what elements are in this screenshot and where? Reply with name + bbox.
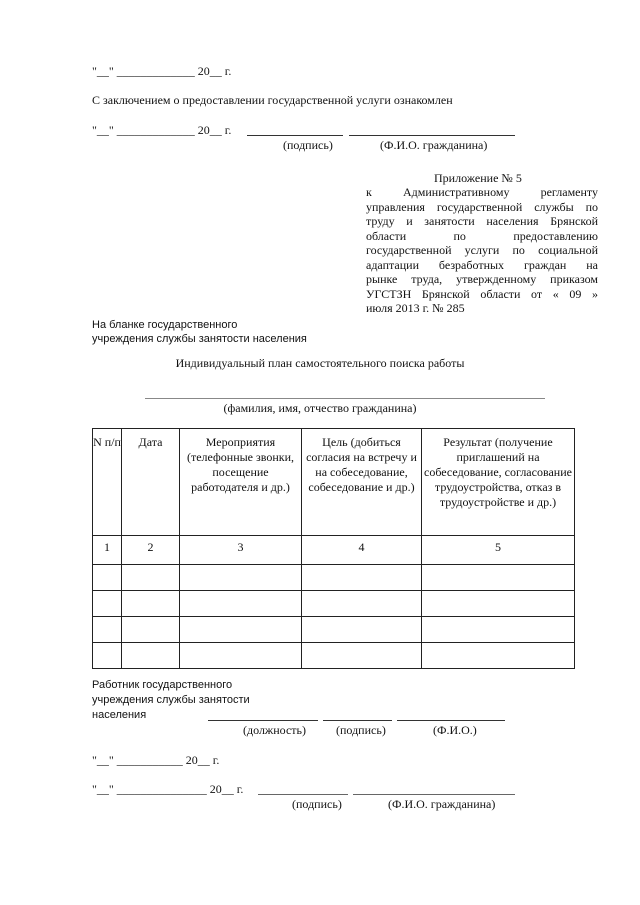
blank-note-line2: учреждения службы занятости населения <box>92 333 307 345</box>
fio-label: (Ф.И.О. гражданина) <box>388 797 496 811</box>
blank-note-line1: На бланке государственного <box>92 319 238 331</box>
worker-line1: Работник государственного <box>92 679 233 691</box>
header-cell-date: Дата <box>122 429 180 536</box>
fio-label: (Ф.И.О.) <box>433 723 477 737</box>
date-suffix: г. <box>236 782 244 796</box>
table-cell <box>422 617 575 643</box>
table-cell <box>122 591 180 617</box>
table-cell <box>122 565 180 591</box>
plan-table <box>92 428 575 669</box>
worker-line3: населения <box>92 709 147 721</box>
date-year: 20__ <box>197 64 222 78</box>
page-title: Индивидуальный план самостоятельного поиска работы <box>175 356 465 370</box>
date-year: 20__ <box>209 782 234 796</box>
number-cell: 4 <box>302 536 422 565</box>
table-row <box>93 643 575 669</box>
table-cell <box>422 565 575 591</box>
number-cell: 2 <box>122 536 180 565</box>
signature-line <box>258 794 348 795</box>
top-date-line <box>92 64 231 78</box>
date-month-blank: _____________ <box>116 64 195 78</box>
appendix-text <box>366 185 598 316</box>
sign-label: (подпись) <box>336 723 386 737</box>
position-line <box>208 720 318 721</box>
table-cell <box>180 565 302 591</box>
worker-line2: учреждения службы занятости <box>92 694 250 706</box>
table-cell <box>302 591 422 617</box>
date-day: "__" <box>92 782 114 796</box>
table-cell <box>422 591 575 617</box>
table-row <box>93 565 575 591</box>
date-month-blank: _____________ <box>116 123 195 137</box>
table-cell <box>122 643 180 669</box>
signature-line <box>247 135 343 136</box>
table-cell <box>93 617 122 643</box>
header-cell-number: N п/п <box>93 429 122 536</box>
number-cell: 5 <box>422 536 575 565</box>
sign-date-line <box>92 123 231 137</box>
number-cell: 1 <box>93 536 122 565</box>
appendix-line: области по предоставлению <box>366 228 598 243</box>
date-month-blank: _______________ <box>116 782 207 796</box>
appendix-line: адаптации безработных граждан на <box>366 257 598 272</box>
date-year: 20__ <box>197 123 222 137</box>
table-number-row <box>93 536 575 565</box>
acquaint-text: С заключением о предоставлении государственной услуги ознакомлен <box>92 93 453 107</box>
table-cell <box>422 643 575 669</box>
header-cell-goal: Цель (добиться согласия на встречу и на собеседование, собеседование и др.) <box>302 429 422 536</box>
sign-label: (подпись) <box>283 138 333 152</box>
signature-line <box>323 720 392 721</box>
table-header-row <box>93 429 575 536</box>
table-cell <box>180 591 302 617</box>
date-day: "__" <box>92 753 114 767</box>
table-cell <box>302 565 422 591</box>
fio-line <box>397 720 505 721</box>
date-day: "__" <box>92 64 114 78</box>
table-cell <box>93 643 122 669</box>
appendix-title: Приложение № 5 <box>434 171 522 185</box>
date-suffix: г. <box>212 753 220 767</box>
table-cell <box>180 617 302 643</box>
appendix-line: к Административному регламенту <box>366 185 598 199</box>
date-suffix: г. <box>224 123 232 137</box>
fio-caption: (фамилия, имя, отчество гражданина) <box>223 401 417 415</box>
number-cell: 3 <box>180 536 302 565</box>
fio-line <box>349 135 515 136</box>
table-cell <box>93 565 122 591</box>
date-month-blank: ___________ <box>116 753 183 767</box>
appendix-line: июля 2013 г. № 285 <box>366 301 465 315</box>
header-cell-activities: Мероприятия (телефонные звонки, посещение работодателя и др.) <box>180 429 302 536</box>
appendix-line: УГСТЗН Брянской области от « 09 » <box>366 286 598 301</box>
position-label: (должность) <box>243 723 306 737</box>
table-cell <box>302 643 422 669</box>
fio-line <box>353 794 515 795</box>
date-line-2 <box>92 753 219 767</box>
appendix-line: рынке труда, утвержденному приказом <box>366 272 598 286</box>
date-suffix: г. <box>224 64 232 78</box>
appendix-line: государственной услуги по социальной <box>366 243 598 257</box>
table-row <box>93 617 575 643</box>
fio-fill-line <box>145 398 545 399</box>
sign-label: (подпись) <box>292 797 342 811</box>
appendix-line: труду и занятости населения Брянской <box>366 214 598 228</box>
header-cell-result: Результат (получение приглашений на собеседование, согласование трудоустройства, отказ в трудоустройстве и др.) <box>422 429 575 536</box>
date-year: 20__ <box>185 753 210 767</box>
table-cell <box>180 643 302 669</box>
table-cell <box>93 591 122 617</box>
appendix-line: управления государственной службы по <box>366 199 598 214</box>
date-day: "__" <box>92 123 114 137</box>
table-cell <box>122 617 180 643</box>
date-line-3 <box>92 782 243 796</box>
table-cell <box>302 617 422 643</box>
fio-label: (Ф.И.О. гражданина) <box>380 138 488 152</box>
table-row <box>93 591 575 617</box>
